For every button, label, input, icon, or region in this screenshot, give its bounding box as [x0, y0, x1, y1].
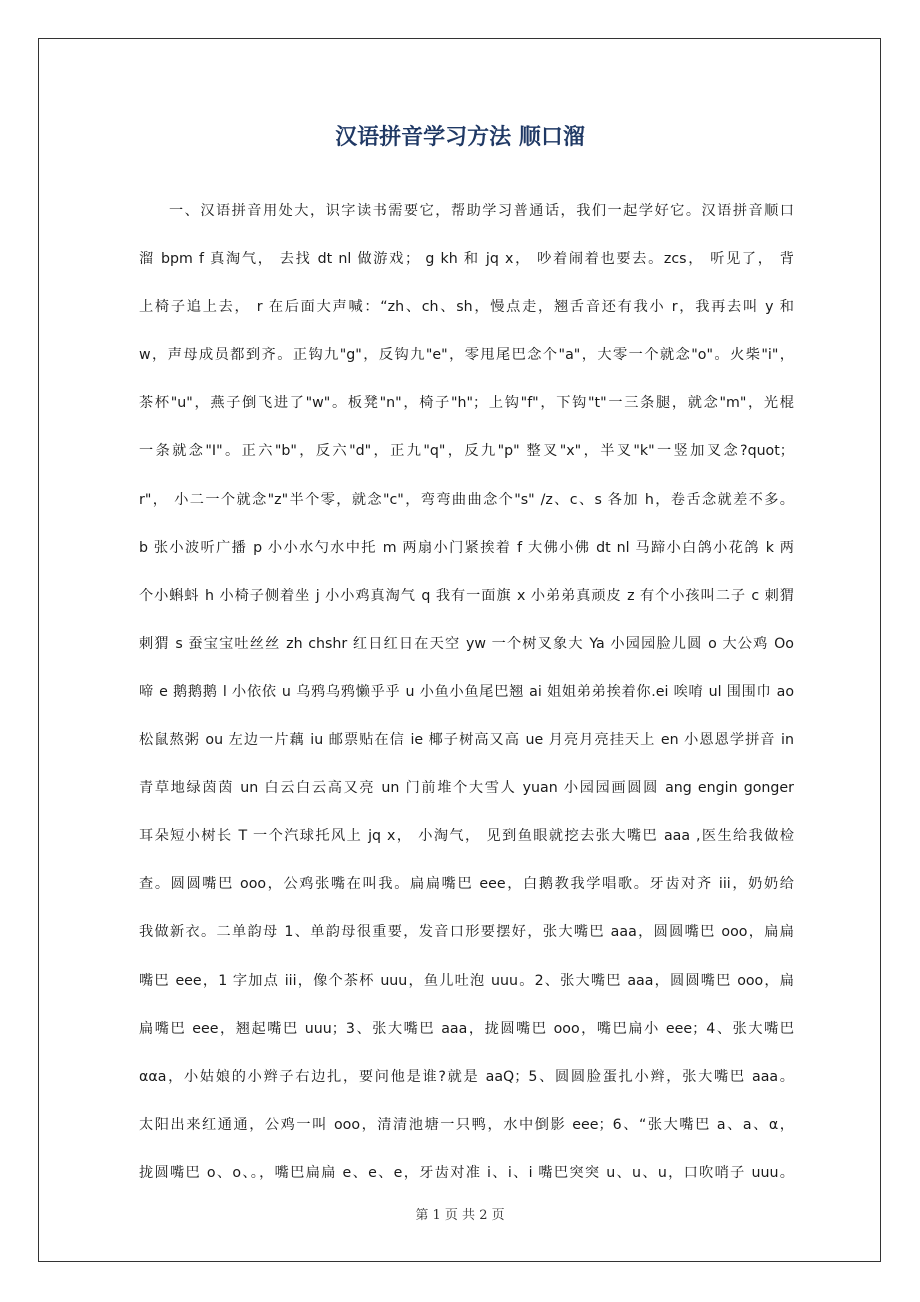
body-line: 嘴巴 eee，1 字加点 iii，像个茶杯 uuu，鱼儿吐泡 uuu。2、张大嘴巴 aaa，圆圆嘴巴 ooo，扁 — [139, 972, 794, 989]
document-title: 汉语拼音学习方法 顺口溜 — [335, 125, 585, 150]
body-line: 太阳出来红通通，公鸡一叫 ooo，清清池塘一只鸭，水中倒影 eee；6、“张大嘴巴 a、a、α， — [139, 1116, 794, 1133]
body-line: r"， 小二一个就念"z"半个零，就念"c"，弯弯曲曲念个"s" /z、c、s 各加 h，卷舌念就差不多。 — [139, 491, 794, 508]
body-line: b 张小波听广播 p 小小水勺水中托 m 两扇小门紧挨着 f 大佛小佛 dt nl 马蹄小白鸽小花鸽 k 两 — [139, 539, 794, 556]
page-number-footer: 第 1 页 共 2 页 — [415, 1208, 505, 1223]
body-line: 拢圆嘴巴 o、o、。，嘴巴扁扁 e、e、e，牙齿对准 i、i、i 嘴巴突突 u、u、u，口吹哨子 uuu。 — [139, 1164, 794, 1181]
document-body — [139, 193, 794, 1203]
body-line: w，声母成员都到齐。正钩九"g"，反钩九"e"，零甩尾巴念个"a"，大零一个就念"o"。火柴"i"， — [139, 347, 794, 364]
body-line: 一条就念"I"。正六"b"，反六"d"，正九"q"，反九"p" 整叉"x"，半叉"k"一竖加叉念?quot； — [139, 443, 794, 460]
body-line: 扁嘴巴 eee，翘起嘴巴 uuu；3、张大嘴巴 aaa，拢圆嘴巴 ooo，嘴巴扁小 eee；4、张大嘴巴 — [139, 1020, 794, 1037]
body-line: 耳朵短小树长 T 一个汽球托风上 jq x， 小淘气， 见到鱼眼就挖去张大嘴巴 aaa ,医生给我做检 — [139, 828, 794, 845]
body-line: 上椅子追上去， r 在后面大声喊：“zh、ch、sh，慢点走，翘舌音还有我小 r，我再去叫 y 和 — [139, 299, 794, 316]
body-line: 松鼠熬粥 ou 左边一片藕 iu 邮票贴在信 ie 椰子树高又高 ue 月亮月亮挂天上 en 小恩恩学拼音 in — [139, 732, 794, 749]
body-line: 啼 e 鹅鹅鹅 l 小依依 u 乌鸦乌鸦懒乎乎 u 小鱼小鱼尾巴翘 ai 姐姐弟弟挨着你.ei 唉唷 ul 围围巾 ao — [139, 683, 794, 700]
body-line: 查。圆圆嘴巴 ooo，公鸡张嘴在叫我。扁扁嘴巴 eee，白鹅教我学唱歌。牙齿对齐 iii，奶奶给 — [139, 876, 794, 893]
body-line: 青草地绿茵茵 un 白云白云高又亮 un 门前堆个大雪人 yuan 小园园画圆圆 ang engin gonger — [139, 780, 794, 797]
body-line: 个小蝌蚪 h 小椅子侧着坐 j 小小鸡真淘气 q 我有一面旗 x 小弟弟真顽皮 z 有个小孩叫二子 c 刺猬 — [139, 587, 794, 604]
body-line: 溜 bpm f 真淘气， 去找 dt nl 做游戏； g kh 和 jq x， 吵着闹着也要去。zcs， 听见了， 背 — [139, 251, 794, 268]
body-line: 我做新衣。二单韵母 1、单韵母很重要，发音口形要摆好，张大嘴巴 aaa，圆圆嘴巴 ooo，扁扁 — [139, 924, 794, 941]
body-line: 刺猬 s 蚕宝宝吐丝丝 zh chshr 红日红日在天空 yw 一个树叉象大 Ya 小园园脸儿圆 o 大公鸡 Oo — [139, 635, 794, 652]
body-line: 茶杯"u"，燕子倒飞进了"w"。板凳"n"，椅子"h"；上钩"f"，下钩"t"一三条腿，就念"m"，光棍 — [139, 395, 794, 412]
body-line: ααa，小姑娘的小辫子右边扎，要问他是谁?就是 aaQ；5、圆圆脸蛋扎小辫，张大嘴巴 aaa。 — [139, 1068, 794, 1085]
body-line: 一、汉语拼音用处大，识字读书需要它，帮助学习普通话，我们一起学好它。汉语拼音顺口 — [169, 203, 794, 219]
